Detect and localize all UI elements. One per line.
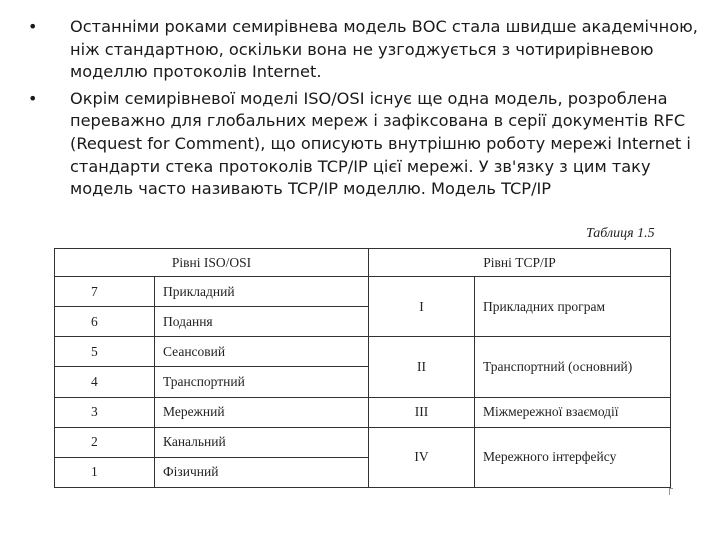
corner-mark <box>669 488 673 495</box>
tcp-level-name: Транспортний (основний) <box>475 337 671 397</box>
table-row <box>55 427 671 457</box>
osi-level-name: Фізичний <box>155 457 369 487</box>
osi-level-name: Канальний <box>155 427 369 457</box>
table-header-row <box>55 249 671 277</box>
osi-level-number: 3 <box>55 397 155 427</box>
tcp-level-number: I <box>369 277 475 337</box>
bullet-list <box>28 16 698 205</box>
tcp-level-number: II <box>369 337 475 397</box>
osi-level-number: 5 <box>55 337 155 367</box>
bullet-marker: • <box>28 17 38 36</box>
bullet-text: Останніми роками семирівнева модель ВОС стала швидше академічною, ніж стандартною, оскільки вона не узгоджується з чотирирівневою моделлю протоколів Internet. <box>70 17 698 82</box>
bullet-item <box>28 88 698 201</box>
table-row <box>55 337 671 367</box>
osi-level-name: Сеансовий <box>155 337 369 367</box>
bullet-item <box>28 16 698 84</box>
tcp-level-number: III <box>369 397 475 427</box>
osi-level-number: 1 <box>55 457 155 487</box>
osi-level-name: Мережний <box>155 397 369 427</box>
table-row <box>55 397 671 427</box>
bullet-marker: • <box>28 88 38 108</box>
tcp-level-name: Прикладних програм <box>475 277 671 337</box>
osi-level-name: Прикладний <box>155 277 369 307</box>
header-osi: Рівні ISO/OSI <box>55 249 369 277</box>
header-tcpip: Рівні TCP/IP <box>369 249 671 277</box>
tcp-level-name: Міжмережної взаємодії <box>475 397 671 427</box>
osi-tcpip-table <box>54 248 671 488</box>
osi-level-name: Транспортний <box>155 367 369 397</box>
osi-level-number: 7 <box>55 277 155 307</box>
bullet-text: Окрім семирівневої моделі ISO/OSI існує ще одна модель, розроблена переважно для глобальних мереж і зафіксована в серії документів RFC (Request for Comment), що описують внутрішню роботу мережі Internet і стандарти стека протоколів TCP/IP цієї мережі. У зв'язку з цим таку модель часто називають TCP/IP моделлю. Модель TCP/IP <box>70 88 691 199</box>
tcp-level-number: IV <box>369 427 475 487</box>
tcp-level-name: Мережного інтерфейсу <box>475 427 671 487</box>
osi-level-number: 2 <box>55 427 155 457</box>
table-row <box>55 277 671 307</box>
table-caption: Таблиця 1.5 <box>586 226 655 241</box>
osi-level-number: 6 <box>55 307 155 337</box>
osi-level-number: 4 <box>55 367 155 397</box>
osi-level-name: Подання <box>155 307 369 337</box>
